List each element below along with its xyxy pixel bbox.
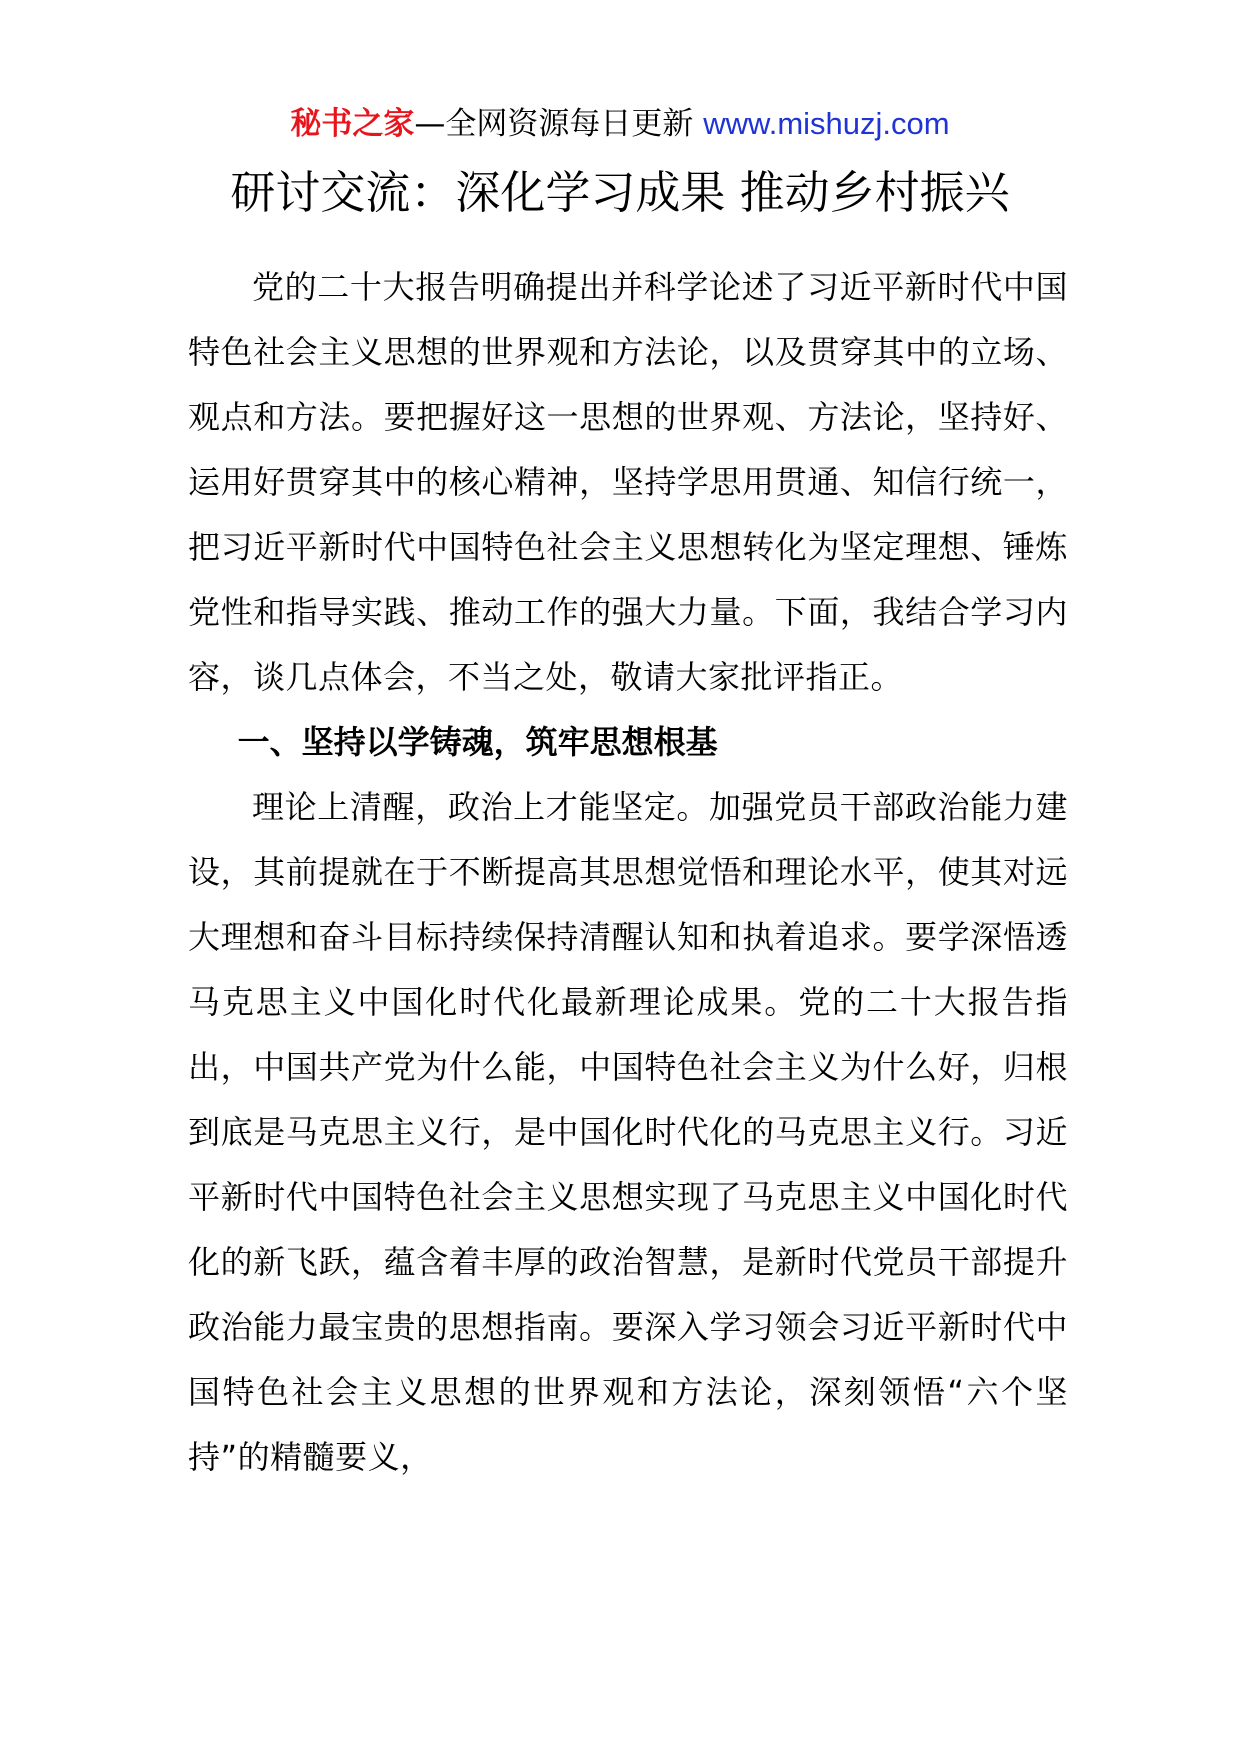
brand-name: 秘书之家 bbox=[290, 106, 415, 142]
site-header bbox=[0, 104, 1240, 144]
header-tagline: —全网资源每日更新 bbox=[414, 106, 704, 142]
paragraph-section-1: 理论上清醒，政治上才能坚定。加强党员干部政治能力建设，其前提就在于不断提高其思想觉悟和理论水平，使其对远大理想和奋斗目标持续保持清醒认知和执着追求。要学深悟透马克思主义中国化时代化最新理论成果。党的二十大报告指出，中国共产党为什么能，中国特色社会主义为什么好，归根到底是马克思主义行，是中国化时代化的马克思主义行。习近平新时代中国特色社会主义思想实现了马克思主义中国化时代化的新飞跃，蕴含着丰厚的政治智慧，是新时代党员干部提升政治能力最宝贵的思想指南。要深入学习领会习近平新时代中国特色社会主义思想的世界观和方法论，深刻领悟“六个坚持”的精髓要义， bbox=[188, 788, 1068, 1476]
document-body bbox=[188, 255, 1068, 1490]
document-title: 研讨交流：深化学习成果 推动乡村振兴 bbox=[230, 166, 1010, 219]
paragraph-intro: 党的二十大报告明确提出并科学论述了习近平新时代中国特色社会主义思想的世界观和方法论，以及贯穿其中的立场、观点和方法。要把握好这一思想的世界观、方法论，坚持好、运用好贯穿其中的核心精神，坚持学思用贯通、知信行统一，把习近平新时代中国特色社会主义思想转化为坚定理想、锤炼党性和指导实践、推动工作的强大力量。下面，我结合学习内容，谈几点体会，不当之处，敬请大家批评指正。 bbox=[188, 268, 1068, 696]
site-url-link[interactable]: www.mishuzj.com bbox=[703, 106, 950, 141]
section-heading-1: 一、坚持以学铸魂，筑牢思想根基 bbox=[237, 723, 718, 761]
